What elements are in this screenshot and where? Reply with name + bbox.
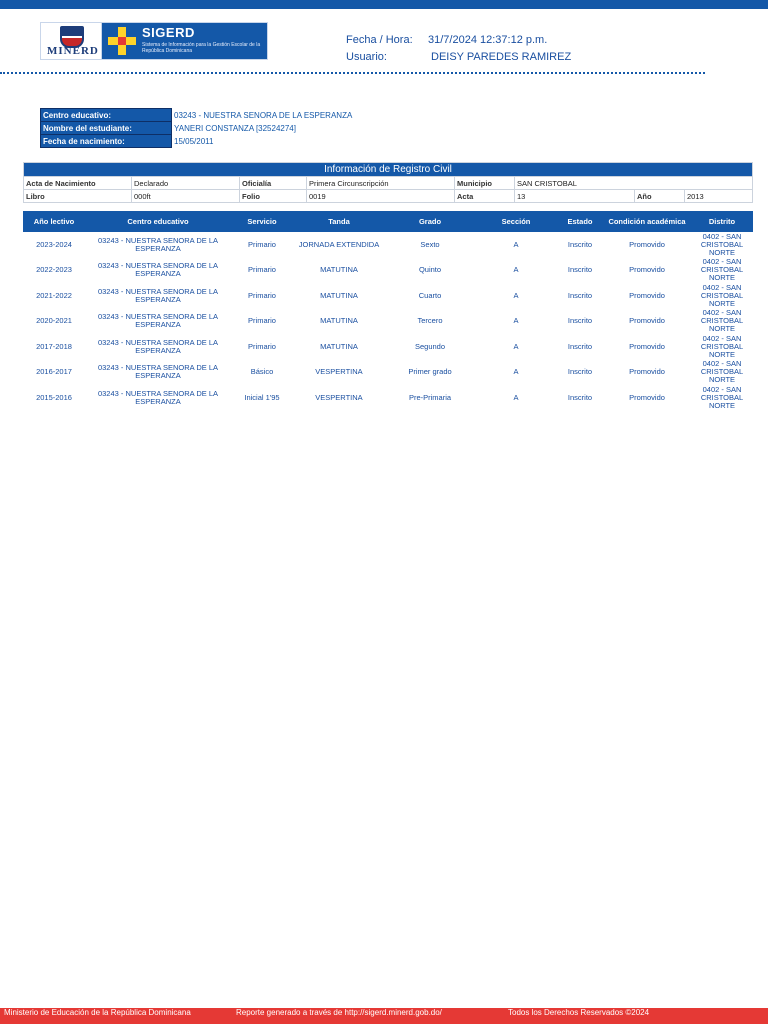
history-cell: VESPERTINA bbox=[315, 367, 363, 377]
reg-value: 0019 bbox=[307, 190, 455, 203]
history-cell: Inicial 1'95 bbox=[244, 392, 280, 402]
history-cell: Promovido bbox=[629, 341, 665, 351]
info-label: Centro educativo: bbox=[41, 109, 172, 122]
history-cell: 03243 - NUESTRA SENORA DE LA ESPERANZA bbox=[97, 388, 219, 406]
history-cell: A bbox=[513, 265, 519, 275]
history-cell: Segundo bbox=[414, 341, 446, 351]
history-cell: Inscrito bbox=[567, 341, 593, 351]
history-cell: Inscrito bbox=[567, 367, 593, 377]
history-cell: Inscrito bbox=[567, 290, 593, 300]
history-cell: Inscrito bbox=[567, 265, 593, 275]
history-cell: 2016-2017 bbox=[36, 367, 72, 377]
history-row bbox=[23, 360, 753, 386]
reg-label: Acta bbox=[455, 190, 515, 203]
info-row bbox=[41, 109, 355, 122]
reg-value: Primera Circunscripción bbox=[307, 177, 455, 190]
history-cell: 2021-2022 bbox=[36, 290, 72, 300]
top-bar bbox=[0, 0, 768, 9]
info-value: YANERI CONSTANZA [32524274] bbox=[174, 123, 296, 133]
minerd-logo-text: MINERD bbox=[47, 45, 99, 57]
history-cell: 2020-2021 bbox=[36, 316, 72, 326]
history-cell: Tercero bbox=[417, 316, 443, 326]
history-cell: 2022-2023 bbox=[36, 265, 72, 275]
footer-report-link: Reporte generado a través de http://sigerd.minerd.gob.do/ bbox=[236, 1008, 442, 1017]
reg-value: Declarado bbox=[132, 177, 240, 190]
col-header: Distrito bbox=[691, 211, 753, 232]
history-cell: Cuarto bbox=[418, 290, 442, 300]
history-cell: 0402 - SAN CRISTOBAL NORTE bbox=[700, 384, 744, 410]
registro-row bbox=[24, 177, 753, 190]
history-cell: Promovido bbox=[629, 290, 665, 300]
student-info-table bbox=[40, 108, 355, 148]
history-cell: A bbox=[513, 290, 519, 300]
history-cell: 03243 - NUESTRA SENORA DE LA ESPERANZA bbox=[97, 337, 219, 355]
history-cell: 0402 - SAN CRISTOBAL NORTE bbox=[700, 257, 744, 283]
reg-label: Acta de Nacimiento bbox=[24, 177, 132, 190]
header-divider bbox=[0, 72, 705, 74]
usuario-value: DEISY PAREDES RAMIREZ bbox=[431, 51, 572, 63]
info-label: Nombre del estudiante: bbox=[41, 122, 172, 135]
history-body bbox=[23, 232, 753, 411]
history-header-row bbox=[23, 211, 753, 232]
reg-label: Oficialía bbox=[240, 177, 307, 190]
history-cell: Promovido bbox=[629, 392, 665, 402]
sigerd-cross-icon bbox=[108, 27, 136, 55]
col-header: Grado bbox=[385, 211, 475, 232]
reg-value: 13 bbox=[515, 190, 635, 203]
history-cell: Quinto bbox=[418, 265, 442, 275]
reg-label: Libro bbox=[24, 190, 132, 203]
history-cell: Básico bbox=[250, 367, 274, 377]
minerd-logo bbox=[41, 23, 102, 59]
history-cell: 03243 - NUESTRA SENORA DE LA ESPERANZA bbox=[97, 363, 219, 381]
history-cell: Promovido bbox=[629, 367, 665, 377]
fecha-label: Fecha / Hora: bbox=[346, 34, 413, 46]
col-header: Año lectivo bbox=[23, 211, 85, 232]
history-cell: A bbox=[513, 392, 519, 402]
history-cell: Promovido bbox=[629, 316, 665, 326]
history-row bbox=[23, 258, 753, 284]
info-row bbox=[41, 135, 355, 148]
history-cell: Primario bbox=[248, 316, 276, 326]
reg-label: Año bbox=[635, 190, 685, 203]
sigerd-title: SIGERD bbox=[142, 25, 195, 40]
registro-civil-title: Información de Registro Civil bbox=[24, 163, 753, 177]
history-cell: A bbox=[513, 367, 519, 377]
history-cell: 0402 - SAN CRISTOBAL NORTE bbox=[700, 308, 744, 334]
history-cell: A bbox=[513, 341, 519, 351]
history-cell: Promovido bbox=[629, 265, 665, 275]
history-row bbox=[23, 283, 753, 309]
history-cell: 0402 - SAN CRISTOBAL NORTE bbox=[700, 282, 744, 308]
footer bbox=[0, 1008, 768, 1024]
usuario-label: Usuario: bbox=[346, 51, 387, 63]
footer-copyright: Todos los Derechos Reservados ©2024 bbox=[508, 1008, 650, 1017]
reg-value: 2013 bbox=[685, 190, 753, 203]
history-cell: Primario bbox=[248, 265, 276, 275]
history-cell: 2017-2018 bbox=[36, 341, 72, 351]
history-cell: 03243 - NUESTRA SENORA DE LA ESPERANZA bbox=[97, 261, 219, 279]
history-row bbox=[23, 385, 753, 411]
fecha-value: 31/7/2024 12:37:12 p.m. bbox=[428, 34, 548, 46]
info-value: 15/05/2011 bbox=[174, 136, 214, 146]
history-cell: 0402 - SAN CRISTOBAL NORTE bbox=[700, 359, 744, 385]
info-label: Fecha de nacimiento: bbox=[41, 135, 172, 148]
sigerd-brand bbox=[102, 23, 267, 59]
history-row bbox=[23, 232, 753, 258]
history-cell: Primario bbox=[248, 290, 276, 300]
history-cell: MATUTINA bbox=[320, 265, 358, 275]
history-cell: Inscrito bbox=[567, 239, 593, 249]
history-cell: 2015-2016 bbox=[36, 392, 72, 402]
history-cell: 2023-2024 bbox=[36, 239, 72, 249]
registro-row bbox=[24, 190, 753, 203]
col-header: Centro educativo bbox=[85, 211, 231, 232]
reg-label: Municipio bbox=[455, 177, 515, 190]
history-cell: 03243 - NUESTRA SENORA DE LA ESPERANZA bbox=[97, 286, 219, 304]
reg-value: SAN CRISTOBAL bbox=[515, 177, 753, 190]
academic-history-table bbox=[23, 211, 753, 411]
sigerd-logo bbox=[40, 22, 268, 60]
reg-value: 000ft bbox=[132, 190, 240, 203]
history-cell: MATUTINA bbox=[320, 316, 358, 326]
history-cell: 0402 - SAN CRISTOBAL NORTE bbox=[700, 231, 744, 257]
history-cell: JORNADA EXTENDIDA bbox=[298, 239, 380, 249]
col-header: Servicio bbox=[231, 211, 293, 232]
history-cell: 03243 - NUESTRA SENORA DE LA ESPERANZA bbox=[97, 312, 219, 330]
history-cell: Inscrito bbox=[567, 316, 593, 326]
history-cell: Inscrito bbox=[567, 392, 593, 402]
registro-civil-table bbox=[23, 162, 753, 203]
history-cell: Primer grado bbox=[408, 367, 452, 377]
sigerd-subtitle: Sistema de Información para la Gestión Escolar de la República Dominicana bbox=[142, 42, 261, 54]
info-value: 03243 - NUESTRA SENORA DE LA ESPERANZA bbox=[174, 110, 353, 120]
history-cell: Sexto bbox=[420, 239, 440, 249]
history-cell: Promovido bbox=[629, 239, 665, 249]
history-cell: 03243 - NUESTRA SENORA DE LA ESPERANZA bbox=[97, 235, 219, 253]
history-cell: A bbox=[513, 239, 519, 249]
history-cell: A bbox=[513, 316, 519, 326]
history-cell: MATUTINA bbox=[320, 290, 358, 300]
history-cell: MATUTINA bbox=[320, 341, 358, 351]
reg-label: Folio bbox=[240, 190, 307, 203]
col-header: Condición académica bbox=[603, 211, 691, 232]
history-cell: VESPERTINA bbox=[315, 392, 363, 402]
history-cell: Primario bbox=[248, 341, 276, 351]
history-row bbox=[23, 334, 753, 360]
history-cell: Primario bbox=[248, 239, 276, 249]
col-header: Tanda bbox=[293, 211, 385, 232]
footer-ministry: Ministerio de Educación de la República Dominicana bbox=[4, 1008, 191, 1017]
history-cell: Pre-Primaria bbox=[408, 392, 452, 402]
col-header: Estado bbox=[557, 211, 603, 232]
info-row bbox=[41, 122, 355, 135]
history-row bbox=[23, 309, 753, 335]
col-header: Sección bbox=[475, 211, 557, 232]
history-cell: 0402 - SAN CRISTOBAL NORTE bbox=[700, 333, 744, 359]
